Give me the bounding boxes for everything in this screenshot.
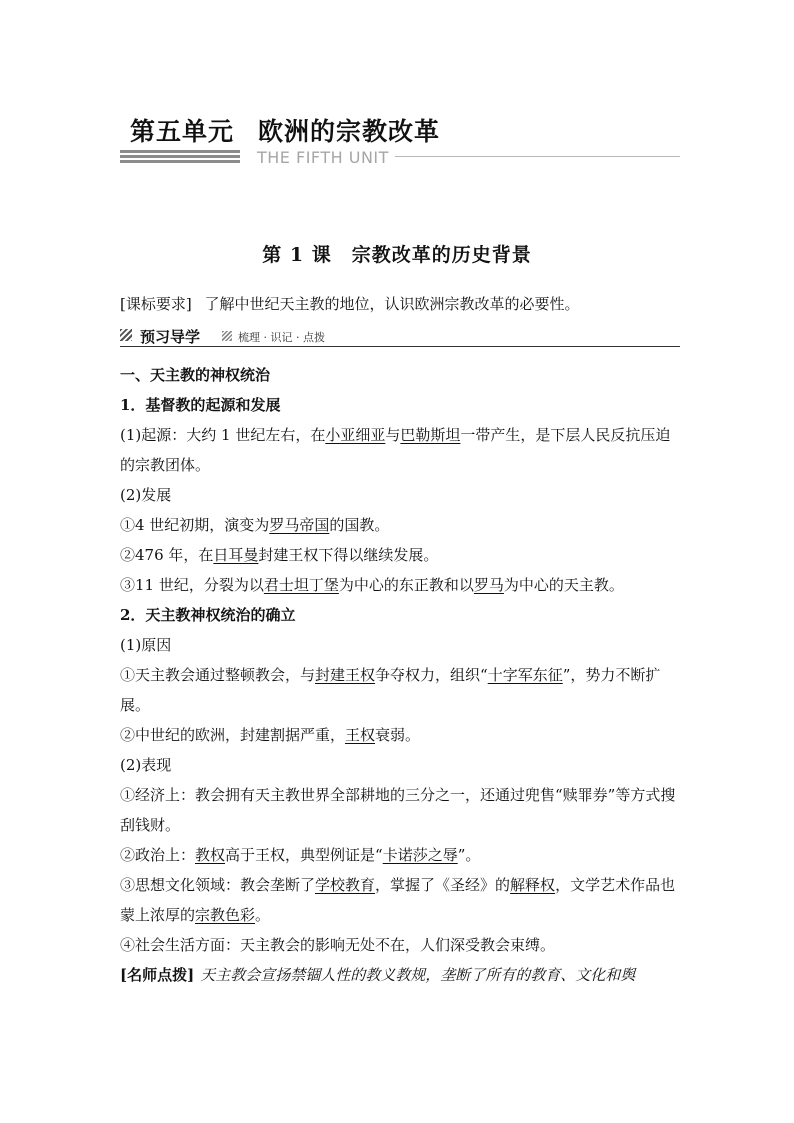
blank-answer: 日耳曼 <box>213 546 259 564</box>
blank-answer: 宗教色彩 <box>195 906 256 924</box>
list-item: ①4 世纪初期，演变为罗马帝国的国教。 <box>120 516 390 534</box>
unit-number: 第五单元 <box>130 117 235 146</box>
origin-paragraph: (1)起源：大约 1 世纪左右，在小亚细亚与巴勒斯坦一带产生，是下层人民反抗压迫的宗教团体。 <box>120 426 671 474</box>
unit-title <box>130 112 440 148</box>
list-item: ④社会生活方面：天主教会的影响无处不在，人们深受教会束缚。 <box>120 936 556 954</box>
stripes-icon <box>120 329 132 341</box>
blank-answer: 王权 <box>345 726 376 744</box>
guide-title: 预习导学 <box>140 328 201 346</box>
item-heading: (2)发展 <box>120 486 172 504</box>
course-requirement <box>120 294 680 315</box>
blank-answer: 教权 <box>195 846 226 864</box>
list-item: ②中世纪的欧洲，封建割据严重，王权衰弱。 <box>120 726 421 744</box>
unit-subtitle: THE FIFTH UNIT <box>257 148 389 167</box>
blank-answer: 君士坦丁堡 <box>263 576 339 594</box>
list-item: ①经济上：教会拥有天主教世界全部耕地的三分之一，还通过兜售“赎罪券”等方式搜刮钱财。 <box>120 786 676 834</box>
teacher-tip <box>120 960 680 990</box>
list-item: ③11 世纪，分裂为以君士坦丁堡为中心的东正教和以罗马为中心的天主教。 <box>120 576 624 594</box>
item-heading: (2)表现 <box>120 756 172 774</box>
list-item: ②476 年，在日耳曼封建王权下得以继续发展。 <box>120 546 439 564</box>
list-item: ②政治上：教权高于王权，典型例证是“卡诺莎之辱”。 <box>120 846 481 864</box>
blank-answer: 封建王权 <box>315 666 376 684</box>
unit-decoration-bars <box>120 150 240 164</box>
stripes-icon <box>222 331 232 341</box>
blank-answer: 小亚细亚 <box>325 426 386 444</box>
blank-answer: 学校教育 <box>315 876 376 894</box>
list-item: ③思想文化领域：教会垄断了学校教育，掌握了《圣经》的解释权，文学艺术作品也蒙上浓厚的宗教色彩。 <box>120 876 676 924</box>
blank-answer: 罗马帝国 <box>269 516 330 534</box>
preview-guide-header <box>120 326 680 347</box>
section-heading: 一、天主教的神权统治 <box>120 366 271 384</box>
lesson-content <box>120 360 680 990</box>
tip-label: [名师点拨] <box>120 966 195 984</box>
blank-answer: 十字军东征 <box>487 666 563 684</box>
blank-answer: 罗马 <box>473 576 504 594</box>
subsection-heading: 1．基督教的起源和发展 <box>120 396 281 414</box>
unit-name: 欧洲的宗教改革 <box>258 117 441 146</box>
blank-answer: 解释权 <box>510 876 556 894</box>
tip-text: 天主教会宣扬禁锢人性的教义教规，垄断了所有的教育、文化和舆 <box>200 966 636 984</box>
unit-divider <box>395 156 680 157</box>
list-item: ①天主教会通过整顿教会，与封建王权争夺权力，组织“十字军东征”，势力不断扩展。 <box>120 666 661 714</box>
blank-answer: 卡诺莎之辱 <box>382 846 458 864</box>
requirement-label: [课标要求] <box>120 295 192 313</box>
guide-subtitle: 梳理 · 识记 · 点拨 <box>238 331 325 344</box>
blank-answer: 巴勒斯坦 <box>400 426 461 444</box>
subsection-heading: 2．天主教神权统治的确立 <box>120 606 296 624</box>
item-heading: (1)原因 <box>120 636 172 654</box>
requirement-text: 了解中世纪天主教的地位，认识欧洲宗教改革的必要性。 <box>204 295 580 313</box>
lesson-title: 第 1 课 宗教改革的历史背景 <box>262 244 532 266</box>
